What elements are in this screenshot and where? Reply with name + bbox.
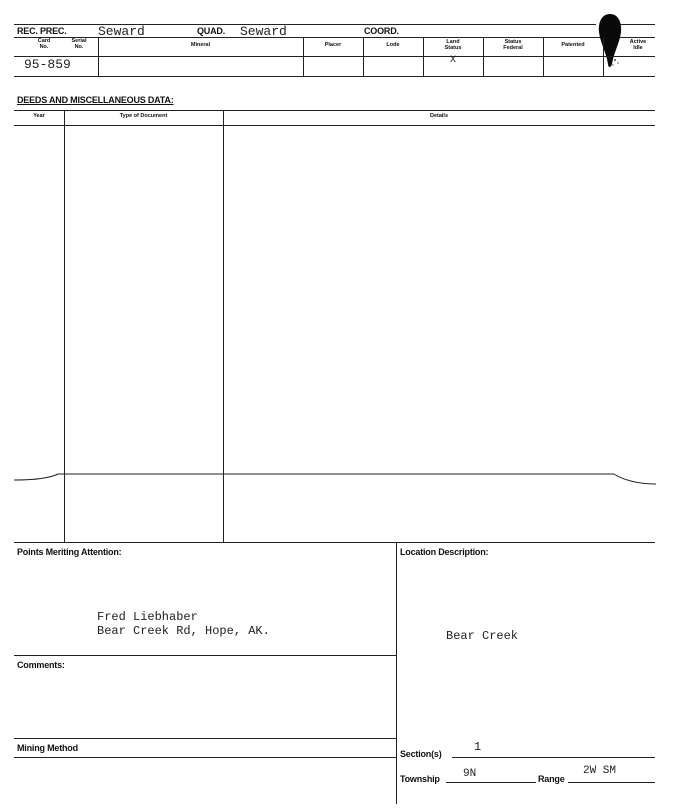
- col-lode: Lode: [386, 42, 400, 48]
- deeds-header-bottom-rule: [14, 125, 655, 126]
- page-fold-line: [14, 466, 656, 488]
- col-status-federal: Status Federal: [503, 39, 523, 51]
- col-active-idle: Active Idle: [629, 39, 647, 51]
- deeds-col-type: Type of Document: [119, 113, 168, 119]
- township-label: Township: [400, 774, 440, 784]
- section-value: 1: [474, 740, 482, 754]
- mining-method-bottom-rule: [14, 757, 396, 758]
- bottom-section-divider: [396, 542, 397, 804]
- rec-prec-value: Seward: [98, 24, 145, 39]
- mining-method-top-rule: [14, 738, 396, 739]
- card-serial-value: 95-859: [24, 57, 71, 72]
- coord-label: COORD.: [364, 26, 399, 36]
- col-patented: Patented: [561, 42, 585, 48]
- col-mineral: Mineral: [190, 42, 211, 48]
- comments-label: Comments:: [17, 660, 65, 670]
- points-meriting-attention-label: Points Meriting Attention:: [17, 547, 122, 557]
- quad-label: QUAD.: [197, 26, 225, 36]
- claim-divider: [603, 37, 604, 76]
- col-serial-no: Serial No.: [71, 38, 87, 50]
- deeds-col-details: Details: [429, 113, 449, 119]
- quad-value: Seward: [240, 24, 287, 39]
- points-line-1: Fred Liebhaber: [97, 610, 198, 624]
- mining-method-label: Mining Method: [17, 743, 78, 753]
- range-value: 2W SM: [583, 765, 617, 777]
- col-placer: Placer: [324, 42, 342, 48]
- range-label: Range: [538, 774, 565, 784]
- deeds-header-top-rule: [14, 110, 655, 111]
- township-underline: [446, 782, 536, 783]
- claim-table-header-rule: [14, 56, 655, 57]
- bottom-section-top-rule: [14, 542, 655, 543]
- points-line-2: Bear Creek Rd, Hope, AK.: [97, 624, 270, 638]
- section-label: Section(s): [400, 749, 442, 759]
- deeds-section-title: DEEDS AND MISCELLANEOUS DATA:: [17, 95, 174, 105]
- township-value: 9N: [463, 768, 477, 780]
- col-land-status: Land Status: [444, 39, 462, 51]
- rec-prec-label: REC. PREC.: [17, 26, 67, 36]
- header-top-rule-right: [620, 24, 655, 25]
- range-underline: [568, 782, 655, 783]
- comments-top-rule: [14, 655, 396, 656]
- location-description-label: Location Description:: [400, 547, 489, 557]
- section-underline: [452, 757, 655, 758]
- deeds-col-year: Year: [33, 113, 45, 119]
- ink-blot-mark: [596, 12, 624, 68]
- col-card-no: Card No.: [37, 38, 51, 50]
- location-description-value: Bear Creek: [446, 629, 519, 643]
- land-status-mark: X: [449, 55, 456, 66]
- claim-table-bottom-rule: [14, 76, 655, 77]
